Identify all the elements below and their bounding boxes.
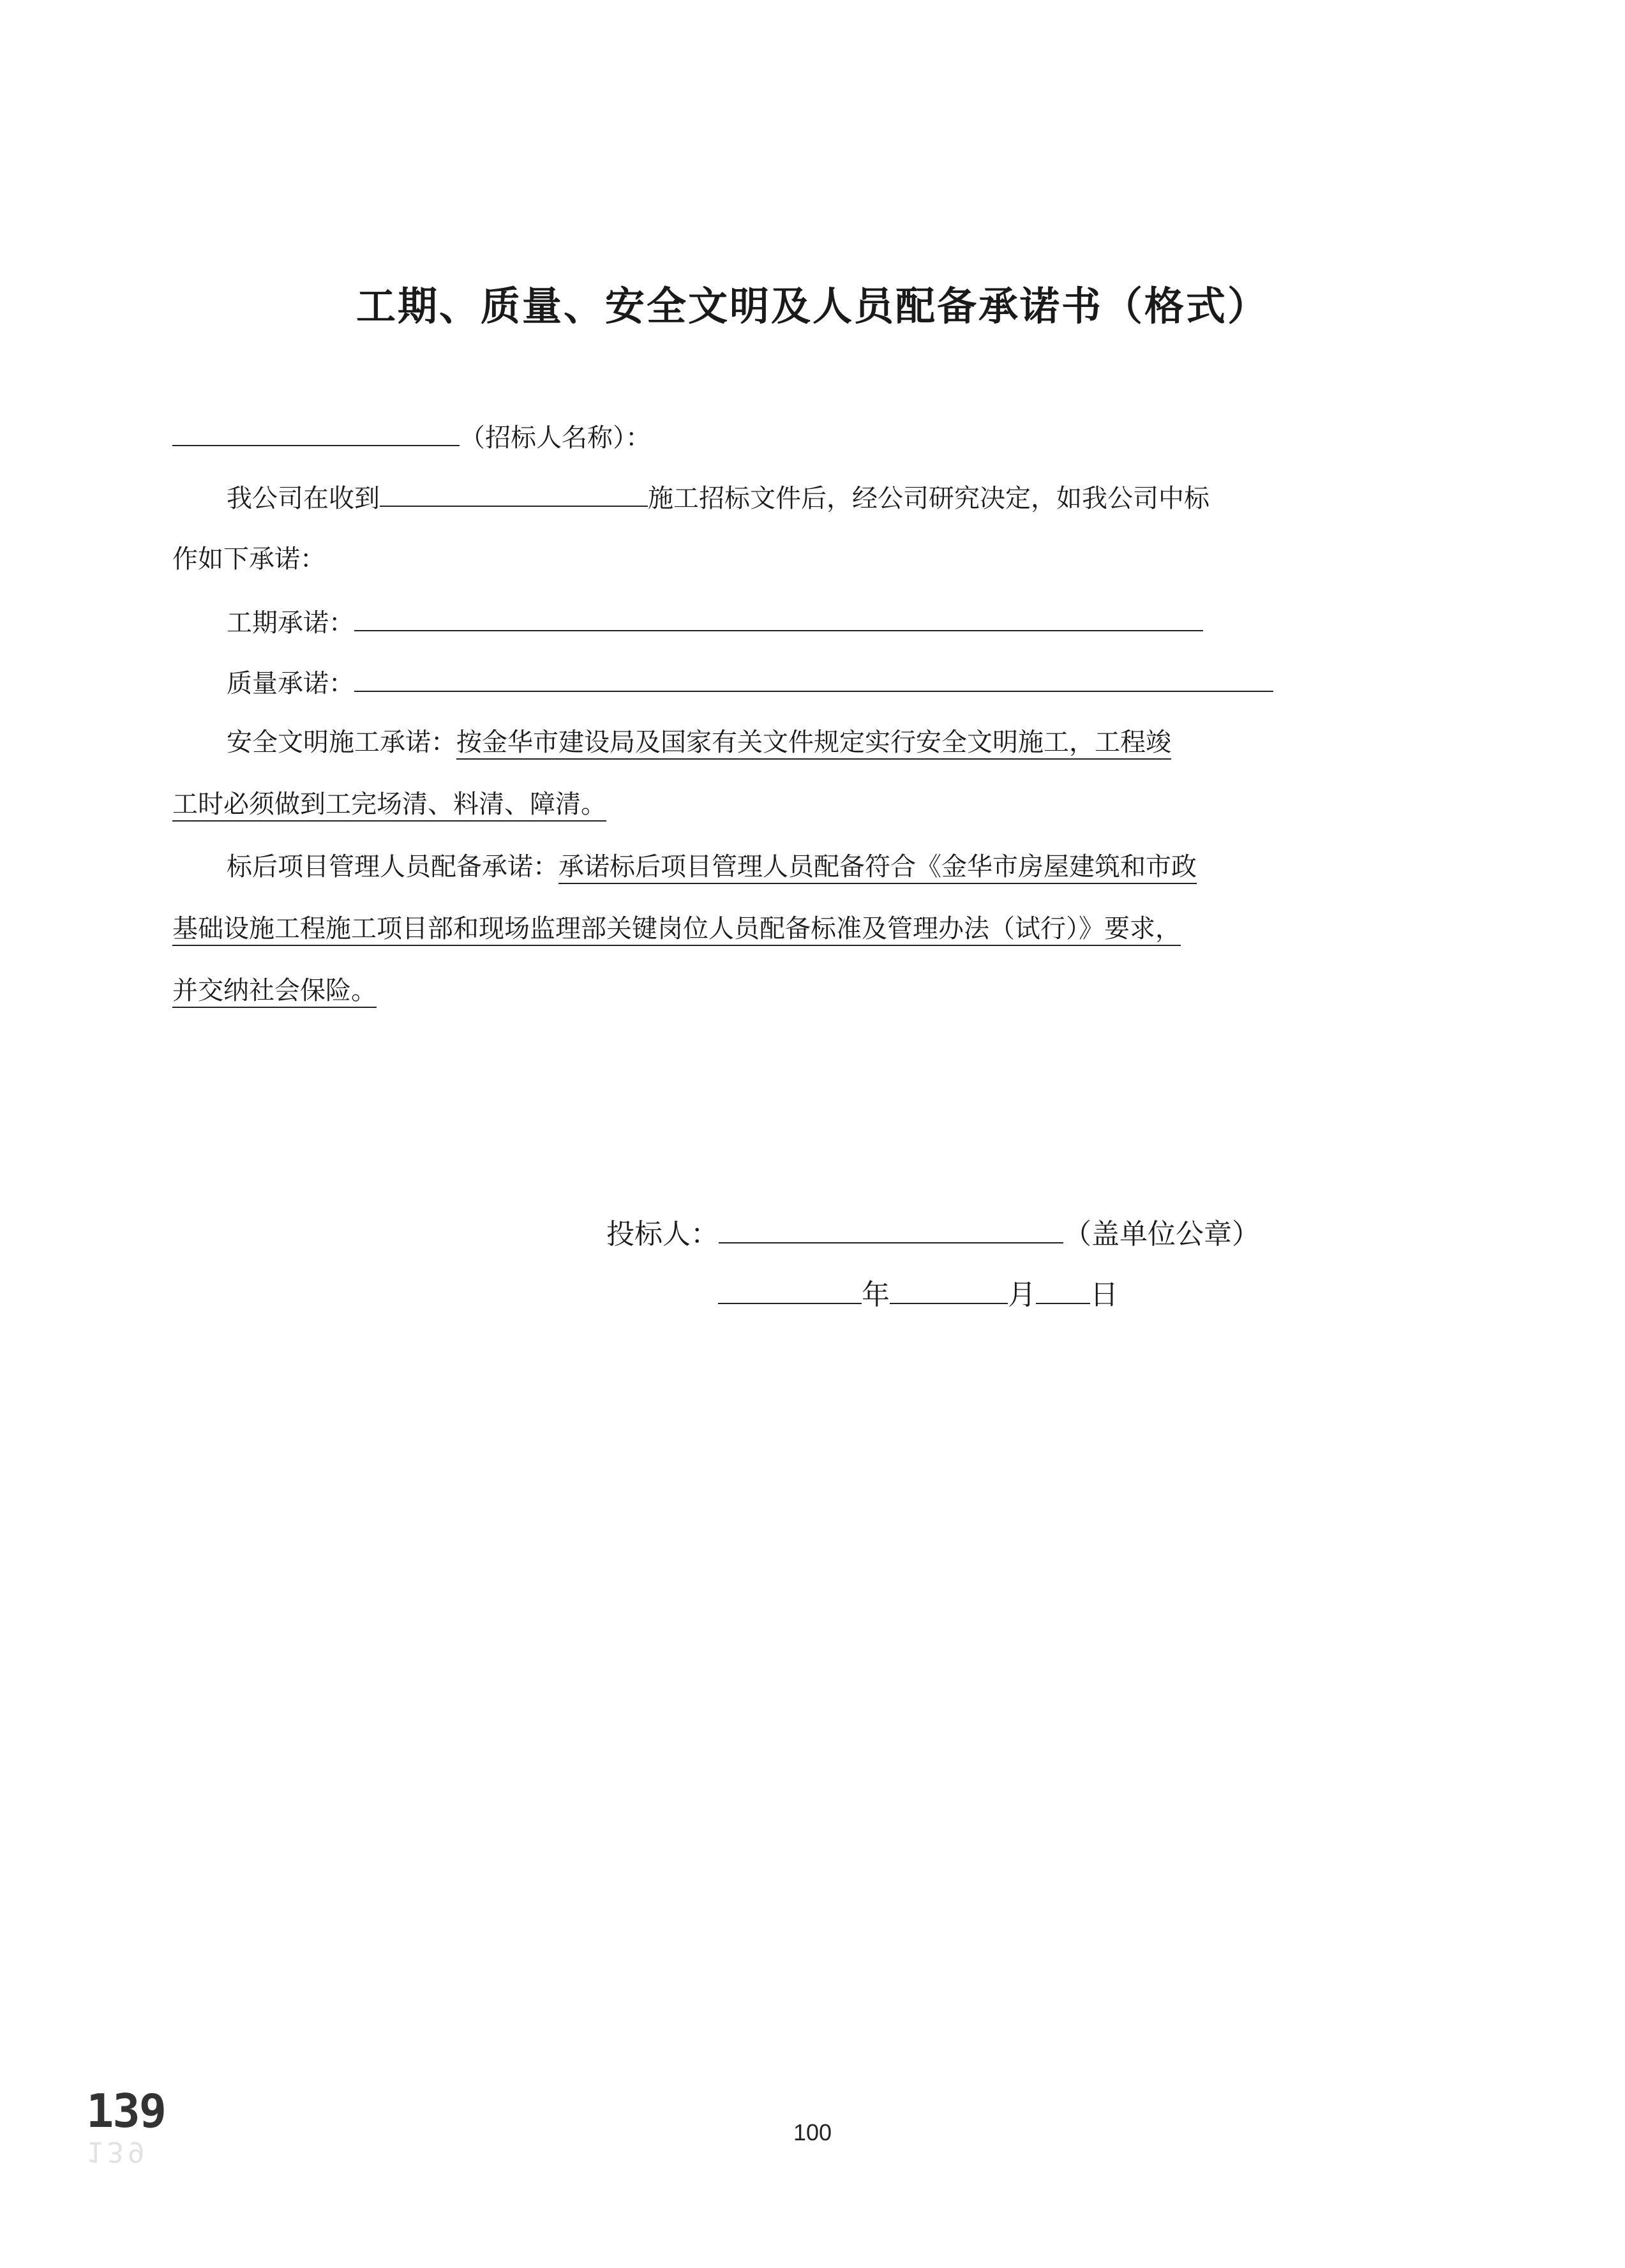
intro-continuation: 作如下承诺： — [172, 544, 326, 574]
bidder-label: 投标人： — [606, 1218, 719, 1250]
safety-text-line2: 工时必须做到工完场清、料清、障清。 — [172, 790, 606, 822]
intro-suffix: 施工招标文件后，经公司研究决定，如我公司中标 — [648, 484, 1209, 513]
page-stamp-number: 139 — [86, 2084, 166, 2138]
date-line — [718, 1273, 1118, 1314]
safety-label: 安全文明施工承诺： — [227, 728, 456, 757]
safety-text-continuation — [172, 786, 606, 822]
safety-commitment-line — [227, 725, 1171, 760]
quality-label: 质量承诺： — [227, 669, 354, 698]
day-label: 日 — [1090, 1279, 1118, 1311]
document-title: 工期、质量、安全文明及人员配备承诺书（格式） — [356, 283, 1269, 329]
day-blank — [1036, 1273, 1090, 1304]
schedule-commitment-blank — [354, 603, 1203, 631]
quality-commitment-blank — [354, 664, 1273, 692]
month-label: 月 — [1008, 1279, 1036, 1311]
staffing-commitment-line — [227, 849, 1197, 885]
month-blank — [890, 1273, 1008, 1304]
schedule-commitment-line — [227, 603, 1203, 641]
staffing-text-line3: 并交纳社会保险。 — [172, 976, 377, 1008]
schedule-label: 工期承诺： — [227, 608, 354, 638]
salutation-line — [172, 418, 651, 456]
staffing-label: 标后项目管理人员配备承诺： — [227, 852, 558, 882]
safety-text-line1: 按金华市建设局及国家有关文件规定实行安全文明施工，工程竣 — [456, 728, 1171, 760]
intro-prefix: 我公司在收到 — [227, 484, 380, 513]
staffing-text-line1: 承诺标后项目管理人员配备符合《金华市房屋建筑和市政 — [558, 852, 1197, 884]
tenderer-name-blank — [172, 418, 460, 446]
year-blank — [718, 1273, 862, 1304]
salutation-suffix: （招标人名称）： — [460, 423, 651, 453]
quality-commitment-line — [227, 664, 1273, 702]
staffing-text-continuation-1 — [172, 911, 1181, 947]
project-name-blank — [380, 479, 648, 507]
staffing-text-line2: 基础设施工程施工项目部和现场监理部关键岗位人员配备标准及管理办法（试行）》要求， — [172, 914, 1181, 946]
intro-line — [227, 479, 1209, 516]
seal-note: （盖单位公章） — [1063, 1218, 1260, 1250]
page-number: 100 — [793, 2119, 832, 2145]
bidder-signature-line — [606, 1213, 1260, 1254]
year-label: 年 — [862, 1279, 890, 1311]
staffing-text-continuation-2 — [172, 973, 377, 1009]
bidder-name-blank — [719, 1213, 1063, 1243]
page-stamp-bleedthrough: 139 — [86, 2135, 149, 2168]
